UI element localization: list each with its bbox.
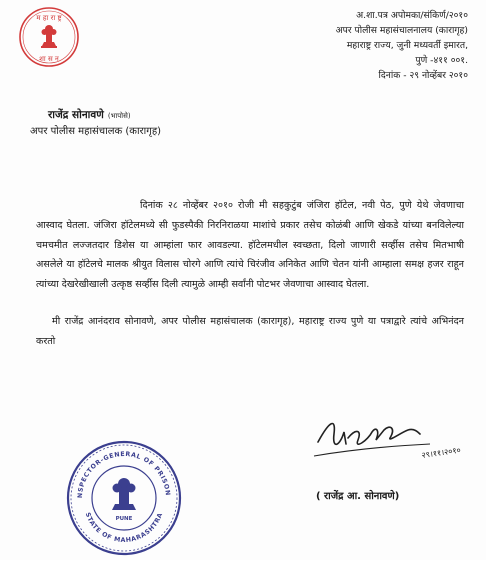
officer-name: राजेंद्र सोनावणे — [48, 109, 104, 121]
officer-designation: अपर पोलीस महासंचालक (कारागृह) — [30, 126, 162, 137]
letter-date: दिनांक - २९ नोव्हेंबर २०१० — [378, 70, 468, 81]
officer-service: (भापोसे) — [107, 112, 131, 120]
office-city: पुणे -४११ ००१. — [415, 55, 468, 66]
ashoka-emblem-icon — [18, 6, 80, 68]
office-name: अपर पोलीस महासंचालनालय (कारागृह) — [335, 25, 468, 36]
official-stamp — [64, 438, 184, 558]
government-logo — [18, 6, 80, 68]
reference-number: अ.शा.पत्र अपोमका/संकिर्ण/२०१० — [356, 10, 468, 21]
handwritten-signature-icon — [310, 412, 480, 472]
stamp-inner-text: PUNE — [115, 516, 133, 522]
office-address: महाराष्ट्र राज्य, जुनी मध्यवर्ती इमारत, — [346, 40, 468, 51]
logo-top-text: म हा रा ष्ट्र — [36, 14, 62, 22]
logo-bottom-text: शा स न — [39, 55, 59, 63]
stamp-bottom-text: STATE OF MAHARASHTRA — [83, 511, 165, 545]
officer-block — [30, 108, 162, 139]
body-paragraph-1: दिनांक २८ नोव्हेंबर २०१० रोजी मी सहकुटुंब जंजिरा हॉटेल, नवी पेठ, पुणे येथे जेवणाचा आस्वाद घेतला. जंजिरा हॉटेलमध्ये सी फुडस्पैकी निरनिराळया माशांचे प्रकार तसेच कोळंबी आणि खेकडे यांच्या बनविलेल्या चमचमीत लज्जतदार डिशेस या आम्हांला फार आवडल्या. हॉटेलमधील स्वच्छता, दिलो जाणारी सर्व्हीस तसेच मितभाषी असलेले या हॉटेलचे मालक श्रीयुत विलास चोरगे आणि त्यांचे चिरंजीव अनिकेत आणि चेतन यांनी आम्हाला समक्ष हजर राहून त्यांच्या देखरेखीखाली उत्कृष्ठ सर्व्हीस दिली त्यामुळे आम्ही सर्वांनी पोटभर जेवणाचा आस्वाद घेतला. — [36, 200, 464, 291]
letter-header — [248, 8, 468, 83]
ashoka-emblem-icon — [112, 478, 136, 510]
letter-body — [36, 196, 464, 352]
signatory-name: ( राजेंद्र आ. सोनावणे) — [316, 491, 400, 502]
signature-date: २९।११।२०१० — [421, 445, 462, 460]
signature — [310, 412, 480, 472]
stamp-top-text: NSPECTOR-GENERAL OF PRISON — [76, 450, 172, 499]
body-paragraph-2: मी राजेंद्र आनंदराव सोनावणे, अपर पोलीस महासंचालक (कारागृह), महाराष्ट्र राज्य पुणे या पत्राद्वारे त्यांचे अभिनंदन करतो — [36, 315, 464, 347]
seal-icon — [64, 438, 184, 558]
